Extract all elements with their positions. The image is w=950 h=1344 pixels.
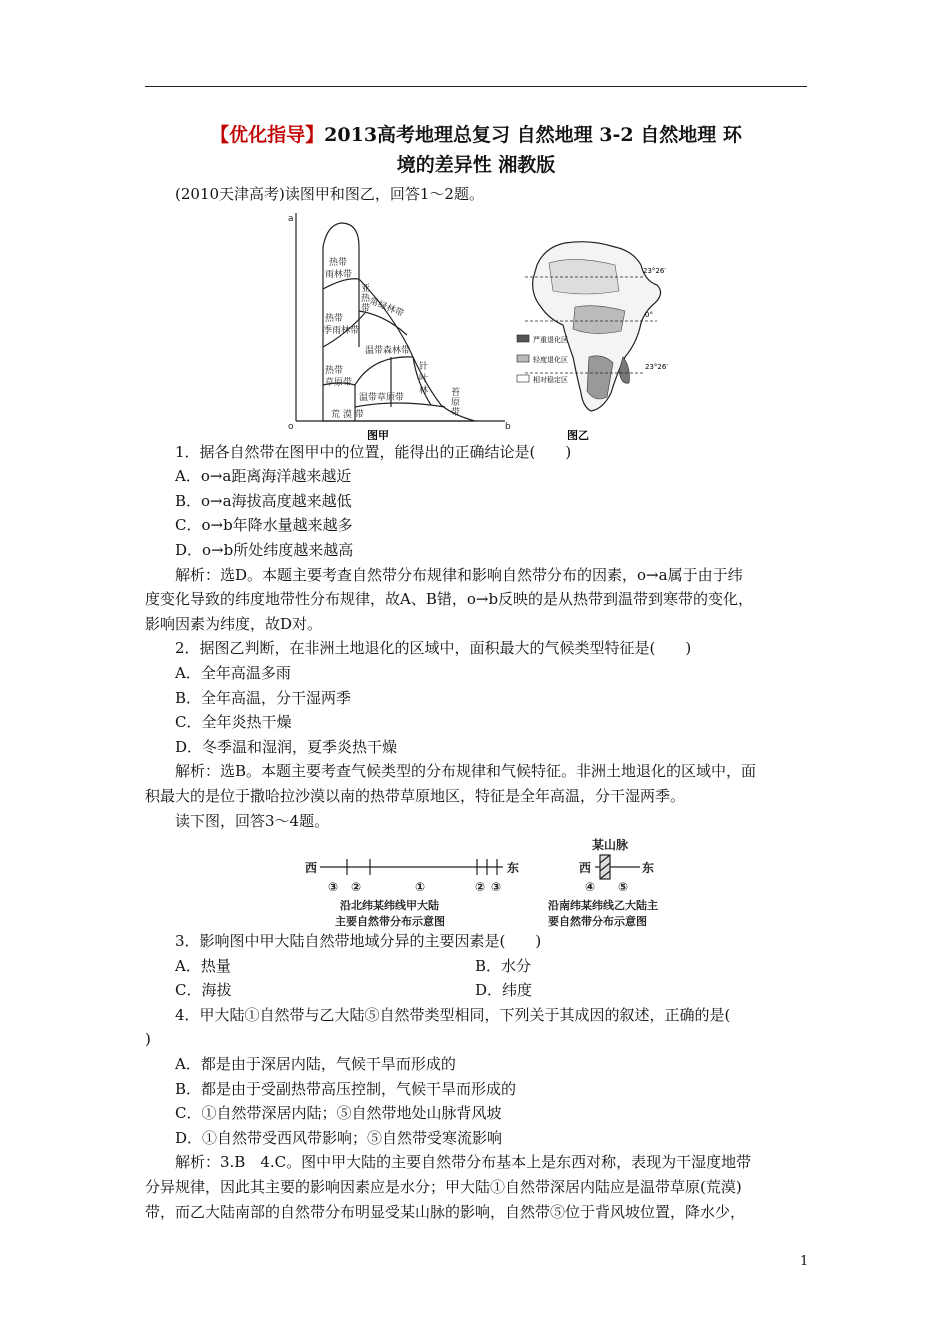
q3-option-d: D．纬度 [475, 981, 533, 1000]
jia-zone-label-1: ③ [328, 880, 339, 895]
zone-temperate-grass: 温带草原带 [359, 392, 405, 403]
yi-zone-label-5: ⑤ [618, 880, 629, 895]
zone-rainforest-2: 雨林带 [325, 269, 353, 280]
q4-option-c: C．①自然带深居内陆；⑤自然带地处山脉背风坡 [175, 1104, 502, 1123]
zone-subtropical-1: 亚 [361, 283, 371, 294]
diagram-continent-jia [320, 859, 503, 875]
legend-severe-swatch [517, 335, 529, 342]
q3-option-c: C．海拔 [175, 981, 232, 1000]
jia-east-label: 东 [507, 861, 520, 876]
legend-severe-label: 严重退化区 [533, 335, 568, 344]
q1-option-b: B．o→a海拔高度越来越低 [175, 491, 352, 510]
zone-desert: 荒 漠 带 [331, 409, 364, 420]
yi-east-label: 东 [642, 861, 655, 876]
q2-stem: 2．据图乙判断，在非洲土地退化的区域中，面积最大的气候类型特征是( ) [175, 639, 692, 658]
q4-stem-line-1: 4．甲大陆①自然带与乙大陆⑤自然带类型相同，下列关于其成因的叙述，正确的是( [175, 1005, 731, 1024]
axis-a-label: a [288, 213, 294, 224]
zone-conifer-1: 针 [419, 361, 429, 372]
read-prompt: 读下图，回答3～4题。 [175, 811, 330, 830]
zone-tundra-2: 原 [451, 397, 461, 408]
yi-zone-label-4: ④ [585, 880, 596, 895]
intro-text: (2010天津高考)读图甲和图乙，回答1～2题。 [175, 185, 484, 203]
q4-analysis-line-1: 解析：3.B 4.C。图中甲大陆的主要自然带分布基本上是东西对称，表现为干湿度地带 [175, 1153, 752, 1172]
figure-yi-africa-map [517, 241, 668, 410]
title-bracket: 【优化指导】 [210, 124, 325, 146]
figure-zone-diagrams-svg [145, 833, 810, 929]
q4-option-b: B．都是由于受副热带高压控制，气候干旱而形成的 [175, 1079, 517, 1098]
q4-stem-line-2: ) [145, 1030, 151, 1049]
zone-conifer-3: 林 [419, 385, 429, 396]
q2-option-d: D．冬季温和湿润，夏季炎热干燥 [175, 737, 398, 756]
lat-north-label: 23°26′ [643, 266, 666, 275]
zone-monsoon-1: 热带 [325, 313, 344, 324]
legend-stable-label: 相对稳定区 [533, 375, 568, 384]
figure-jia-yi [145, 207, 810, 440]
yi-caption-line-2: 要自然带分布示意图 [548, 915, 647, 929]
zone-savanna-1: 热带 [325, 365, 344, 376]
figure-jia-yi-svg [145, 207, 810, 440]
q4-analysis-line-3: 带，而乙大陆南部的自然带分布明显受某山脉的影响，自然带⑤位于背风坡位置，降水少， [145, 1202, 746, 1221]
zone-rainforest-1: 热带 [329, 257, 348, 268]
legend-stable-swatch [517, 375, 529, 382]
figure-yi-caption: 图乙 [567, 428, 589, 440]
q4-option-a: A．都是由于深居内陆，气候干旱而形成的 [175, 1055, 456, 1074]
figure-zone-diagrams [145, 833, 810, 929]
q2-option-b: B．全年高温，分干湿两季 [175, 688, 352, 707]
q1-stem: 1．据各自然带在图甲中的位置，能得出的正确结论是( ) [175, 442, 572, 461]
jia-zone-label-5: ③ [491, 880, 502, 895]
zone-tundra-1: 苔 [451, 387, 461, 398]
q1-analysis-line-3: 影响因素为纬度，故D对。 [145, 614, 323, 633]
legend-mild-swatch [517, 355, 529, 362]
figure-jia-labels [288, 214, 511, 432]
q4-analysis-line-2: 分异规律，因此其主要的影响因素应是水分；甲大陆①自然带深居内陆应是温带草原(荒漠) [145, 1178, 742, 1197]
q1-analysis-line-1: 解析：选D。本题主要考查自然带分布规律和影响自然带分布的因素，o→a属于由于纬 [175, 565, 743, 584]
axis-o-label: o [288, 421, 294, 432]
document-title [145, 120, 807, 180]
zone-savanna-2: 草原带 [325, 377, 353, 388]
jia-zone-label-3: ① [415, 880, 426, 895]
jia-caption-line-2: 主要自然带分布示意图 [335, 915, 445, 929]
figure-jia-caption: 图甲 [367, 428, 389, 440]
zone-subtropical-3: 带 [361, 303, 371, 314]
zone-evergreen: 常绿林带 [367, 296, 406, 319]
zone-monsoon-2: 季雨林带 [323, 325, 360, 336]
q1-option-c: C．o→b年降水量越来越多 [175, 516, 353, 535]
yi-caption-line-1: 沿南纬某纬线乙大陆主 [548, 899, 658, 913]
axis-b-label: b [505, 421, 511, 432]
q2-option-a: A．全年高温多雨 [175, 663, 291, 682]
q4-option-d: D．①自然带受西风带影响；⑤自然带受寒流影响 [175, 1128, 503, 1147]
yi-west-label: 西 [579, 861, 592, 876]
zone-tundra-3: 带 [451, 407, 461, 418]
lat-equator-label: 0° [645, 310, 653, 319]
document-body [145, 182, 810, 1224]
diagram-continent-yi-labels [548, 837, 658, 928]
jia-west-label: 西 [305, 861, 318, 876]
page-number: 1 [800, 1254, 809, 1269]
zone-temperate-forest: 温带森林带 [365, 345, 411, 356]
title-line-2: 境的差异性 湘教版 [396, 154, 556, 176]
zone-subtropical-2: 热 [361, 293, 371, 304]
q2-option-c: C．全年炎热干燥 [175, 713, 292, 732]
q3-option-b: B．水分 [475, 956, 532, 975]
q2-analysis-line-2: 积最大的是位于撒哈拉沙漠以南的热带草原地区，特征是全年高温，分干湿两季。 [145, 786, 686, 805]
q1-analysis-line-2: 度变化导致的纬度地带性分布规律，故A、B错，o→b反映的是从热带到温带到寒带的变化， [145, 590, 754, 609]
title-line-1: 2013高考地理总复习 自然地理 3-2 自然地理 环 [324, 124, 742, 146]
lat-south-label: 23°26′ [645, 362, 668, 371]
jia-zone-label-2: ② [351, 880, 362, 895]
jia-zone-label-4: ② [475, 880, 486, 895]
q3-option-a: A．热量 [175, 956, 231, 975]
zone-conifer-2: 叶 [419, 373, 429, 384]
diagram-continent-yi [595, 855, 640, 879]
q1-option-d: D．o→b所处纬度越来越高 [175, 540, 354, 559]
q3-options-row-2 [145, 978, 810, 1003]
header-rule [145, 86, 807, 87]
q1-option-a: A．o→a距离海洋越来越近 [175, 467, 352, 486]
q3-stem: 3．影响图中甲大陆自然带地域分异的主要因素是( ) [175, 932, 542, 951]
mountain-label: 某山脉 [592, 838, 629, 853]
jia-caption-line-1: 沿北纬某纬线甲大陆 [340, 899, 439, 913]
q2-analysis-line-1: 解析：选B。本题主要考查气候类型的分布规律和气候特征。非洲土地退化的区域中，面 [175, 762, 757, 781]
legend-mild-label: 轻度退化区 [533, 355, 568, 364]
q3-options-row-1 [145, 954, 810, 979]
